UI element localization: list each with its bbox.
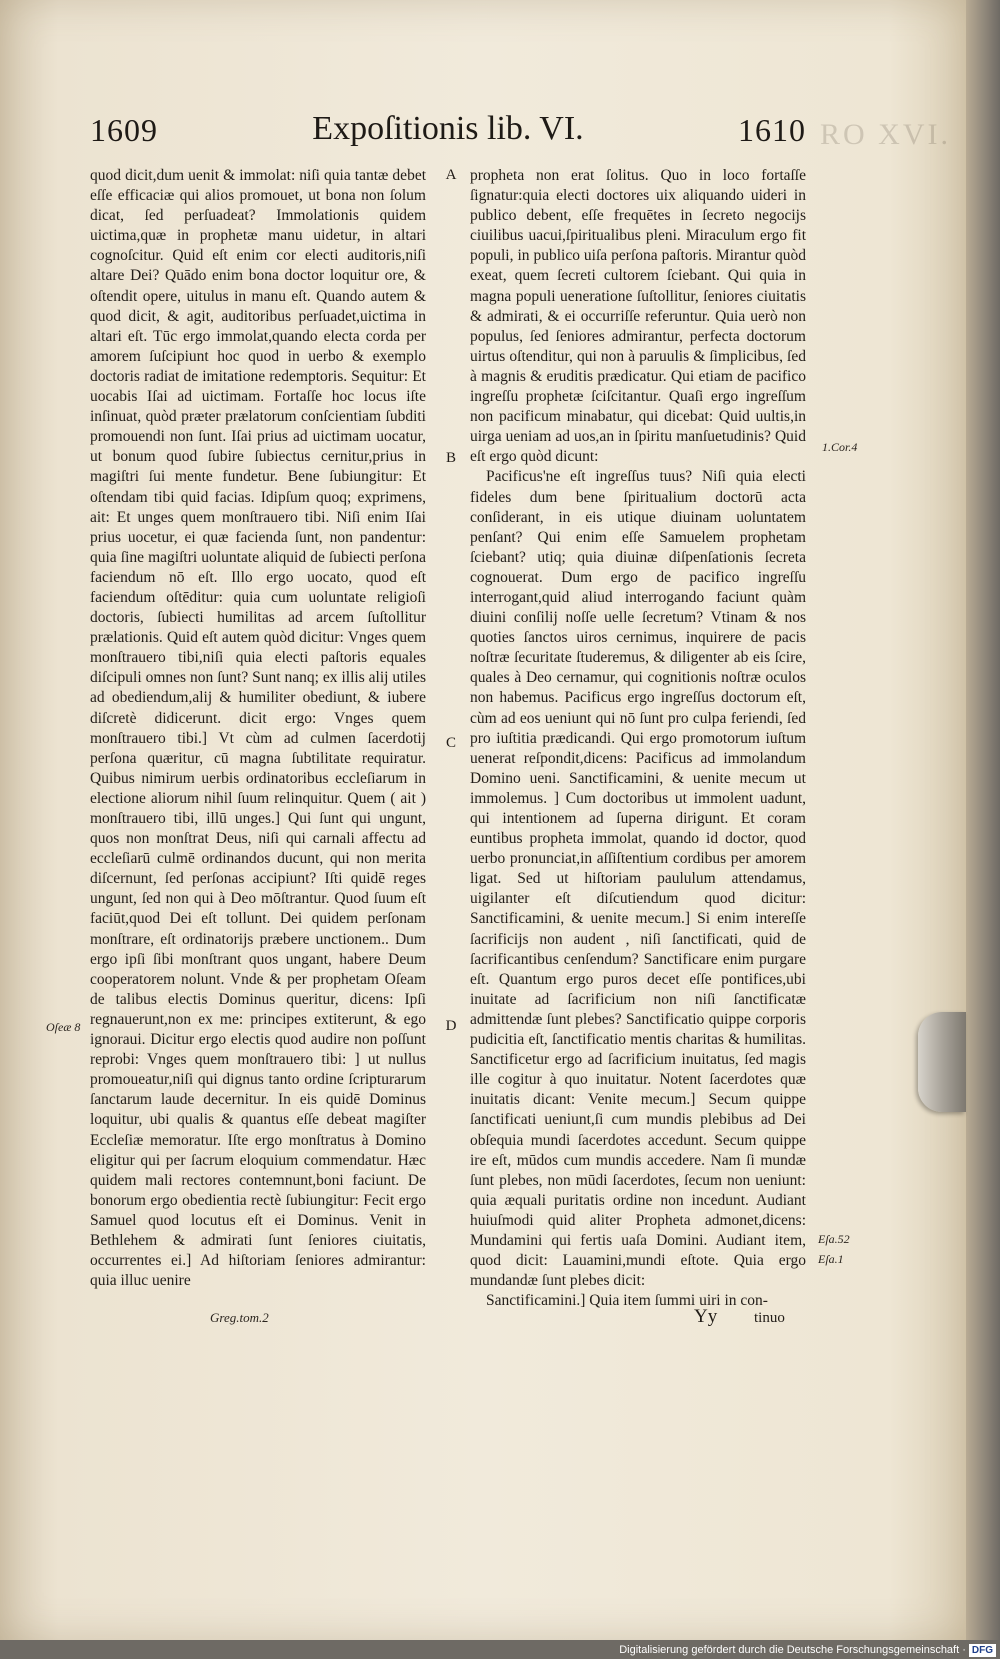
section-letter-d: D	[445, 1018, 457, 1034]
page-header	[90, 112, 806, 158]
section-letter-b: B	[445, 450, 456, 466]
page-edge	[966, 0, 1000, 1640]
dfg-logo-icon: DFG	[969, 1644, 996, 1657]
folio-number-right: 1610	[738, 112, 806, 148]
margin-note-esa1: Eſa.1	[818, 1252, 844, 1266]
digitization-banner	[600, 1642, 1000, 1659]
banner-text: Digitalisierung gefördert durch die Deutsche Forschungsgemeinschaft ·	[619, 1644, 966, 1656]
section-letter-c: C	[445, 735, 456, 751]
catchword: tinuo	[754, 1310, 785, 1326]
signature-mark: Greg.tom.2	[210, 1310, 269, 1325]
clasp-icon	[918, 1012, 966, 1112]
paragraph: Pacificus'ne eſt ingreſſus tuus? Niſi quia electi fideles dum bene ſpiritualium doctorū acta conſiderant, in eis utique diuinam uoluntatem penſant? Qui enim eſſe Samuelem prophetam ſciebant? utiq; quia diuinæ diſpenſationis ſecreta cognouerat. Dum ergo de pacifico ingreſſu interrogant,quid aliud interrogando faciunt quàm diuini conſilij noſſe uelle ſecretum? Vtinam & nos quoties ſanctos uiros cernimus, inquirere de pacis noſtræ ſecuritate ſtuderemus, & diligenter ab eis ſcire, quales à Deo cernamur, qui cognitionis noſtræ oculos non habemus. Pacificus ergo ingreſſus doctorum eſt, cùm ad eos ueniunt qui nō ſunt pro culpa feriendi, ſed pro iuſtitia prædicandi. Qui ergo promotorum iuſtum uenerat reſpondit,dicens: Pacificus ad immolandum Domino ueni. Sanctificamini, & uenite mecum ut immolemus. ] Cum doctoribus ut immolent uadunt, qui intentionem ad ſuperna dirigunt. Et coram euntibus propheta immolat, quando id doctor, quod uerbo pronunciat,in aſſiſtentium cordibus per amorem ligat. Sed ut hiſtoriam paululum attendamus, uigilanter eſt diſcutiendum quod dicitur: Sanctificamini, & uenite mecum.] Si enim intereſſe ſacrificijs non audent , niſi ſanctificati, quid de ſacrificantibus cenſendum? Sanctificare enim purgare eſt. Quantum ergo puros decet eſſe pontifices,ubi inuitate ad ſacrificium non niſi ſanctificatæ admittendæ ſunt plebes? Sanctificatio quippe corporis pudicitia eſt, ſanctificatio mentis charitas & humilitas. Sanctificetur ergo ad ſacrificium inuitatus, ſed magis ille cogitur à quo inuitatur. Notent ſacerdotes quæ inuitatis dicant: Venite mecum.] Secum quippe ſanctificati ueniunt,ſi cum mundis plebibus ad Dei obſequia mundi ſacerdotes accedunt. Secum quippe ire eſt, mūdos cum mundis accedere. Nam ſi mundæ ſunt plebes, non mūdi ſacerdotes, ſecum non ueniunt: quia æquali puritatis ordine non incedunt. Audiant huiuſmodi quid aliter Propheta admonet,dicens: Mundamini qui fertis uaſa Domini. Audiant item, quod dicit: Lauamini,mundi eſtote. Quia ergo mundandæ ſunt plebes dicit:	[470, 468, 806, 1290]
margin-note-esa52: Eſa.52	[818, 1232, 850, 1246]
section-letter-a: A	[445, 167, 457, 183]
text-column-left	[90, 166, 426, 1291]
paragraph: Sanctificamini.] Quia item ſummi uiri in con-	[486, 1292, 768, 1310]
paragraph: propheta non erat ſolitus. Quo in loco fortaſſe ſignatur:quia electi doctores uix aliquando uideri in publico debent, eſſe frequētes in ſecreto negocijs ciuilibus uacui,ſpiritualibus pleni. Miraculum ergo fit populi, in publico uiſa perſona paſtoris. Mirantur quòd exeat, quem ſecreti cultorem ſciebant. Qui quia in magna populi ueneratione ſuſtollitur, ſeniores ciuitatis & admirati, & ei occurriſſe referuntur. Quia uerò non populus, ſed ſeniores admirantur, perfecta doctorum uirtus oſtenditur, qui non à paruulis & ſimplicibus, ſed à magnis & eruditis prædicatur. Qui etiam de pacifico ingreſſu prophetæ ſciſcitantur. Quaſi ergo ingreſſum non pacificum minabatur, qui dicebat: Quid uultis,in uirga ueniam ad uos,an in ſpiritu manſuetudinis? Quid eſt ergo quòd dicunt:	[470, 167, 806, 466]
bleed-through-text: RO XVI.	[820, 118, 951, 151]
text-column-right	[470, 166, 806, 1311]
paragraph: quod dicit,dum uenit & immolat: niſi quia tantæ debet eſſe efficaciæ qui alios promouet, ut bona non ſolum dicat, ſed perſuadeat? Immolationis quidem uictima,quæ in prophetæ manu uidetur, in altari cognoſcitur. Quid eſt enim cor electi auditoris,niſi altare Dei? Quādo enim bona doctor loquitur ore, & oſtendit opere, uitulus in manu eſt. Quando autem & quod dicit, & agit, auditoribus perſuadet,uictima in altari eſt. Tūc ergo immolat,quando electa corda per amorem ſuſcipiunt hoc quod in uerbo & exemplo doctoris radiat de imitatione redemptoris. Sequitur: Et uocabis Iſai ad uictimam. Fortaſſe hoc locus iſte inſinuat, quòd præter prælatorum conſcientiam ſubditi promouendi non ſunt. Iſai prius ad uictimam uocatur, ut bonum quod ſubire ſubiectus cernitur,prius in magiſtri ſui mente fundetur. Bene ſubiungitur: Et oſtendam tibi quid facias. Idipſum quoq; exprimens, ait: Et unges quem monſtrauero tibi. Niſi enim Iſai prius uocetur, ei quæ facienda ſunt, non pandentur: quia ſine magiſtri uoluntate aliquid de ſubiecti perſona faciendum nō eſt. Illo ergo uocato, quod eſt faciendum oſtēditur: quia cum uoluntate religioſi doctoris, ſubiecti humilitas ad arcem ſuſtollitur prælationis. Quid eſt autem quòd dicitur: Vnges quem monſtrauero tibi,niſi quia electi paſtoris equales diſcipuli omnes non ſunt? Sunt nanq; ex illis alij utiles ad obediendum,alij & humiliter obediunt, & iubere diſcretè didicerunt. dicit ergo: Vnges quem monſtrauero tibi.] Vt cùm ad culmen ſacerdotij perſona quæritur, cū magna ſubtilitate requiratur. Quibus nimirum uerbis ordinatoribus eccleſiarum in electione aliorum nihil ſuum relinquitur. Quem ( ait ) monſtrauero tibi, illū unges.] Qui ſunt qui ungunt, quos non monſtrat Deus, niſi qui carnali affectu ad eccleſiarū culmē ordinandos ducunt, qui non merita diſcernunt, ſed perſonas accipiunt? Iſti quidē reges ungunt, ſed non qui à Deo mōſtrantur. Quod ſuum eſt faciūt,quod Dei eſt tollunt. Dei quidem perſonam monſtrare, eſt ordinatorijs præbere unctionem.. Dum ergo ipſi ſibi monſtrant quos ungant, habere Deum cooperatorem nolunt. Vnde & per prophetam Oſeam de talibus electis Dominus queritur, dicens: Ipſi regnauerunt,non ex me: principes extiterunt, & ego ignoraui. Dicitur ergo electis quod audire non poſſunt reprobi: Vnges quem monſtrauero tibi: ] ut nullus promoueatur,niſi qui dignus tanto ordine ſcripturarum ſanctarum laude decernitur. In eis quidē Dominus loquitur, ubi qualis & quantus eſſe debeat magiſter Eccleſiæ memoratur. Iſte ergo monſtratus à Domino eligitur qui per ſacrum eloquium commendatur. Hæc quidem mali rectores contemnunt,boni faciunt. De bonorum ergo obedientia rectè ſubiungitur: Fecit ergo Samuel quod locutus eſt ei Dominus. Venit in Bethlehem & admirati ſunt ſeniores ciuitatis, occurrentes ei.] Ad hiſtoriam ſeniores admirantur: quia illuc uenire	[90, 167, 426, 1290]
margin-note-cor: 1.Cor.4	[822, 440, 858, 454]
quire-mark: Yy	[694, 1306, 718, 1327]
running-title: Expoſitionis lib. VI.	[312, 110, 584, 147]
margin-note-osee: Oſeæ 8	[46, 1020, 81, 1034]
folio-number-left: 1609	[90, 112, 158, 148]
